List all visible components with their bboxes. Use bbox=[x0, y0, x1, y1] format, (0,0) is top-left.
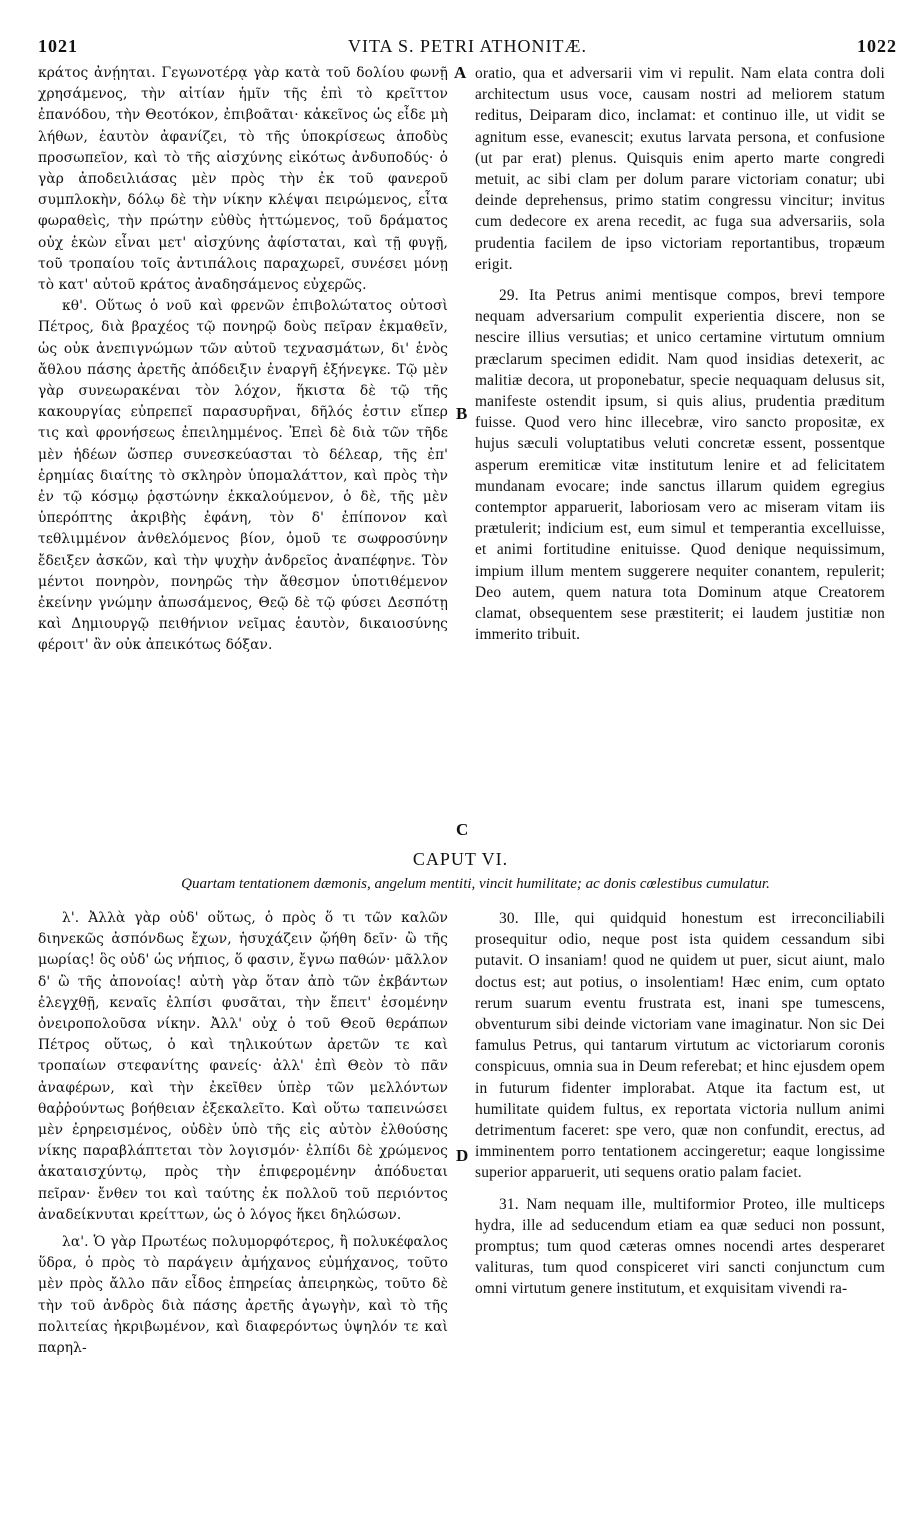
running-header bbox=[38, 36, 897, 58]
greek-paragraph: κθ'. Οὕτως ὁ νοῦ καὶ φρενῶν ἐπιβολώτατος οὑτοσὶ Πέτρος, διὰ βραχέος τῷ πονηρῷ δοὺς πεῖραν ἐκμαθεῖν, ὡς οὐκ ἀνεπιγνώμων τῶν αὐτοῦ τεχνασμάτων, δι' ἑνὸς ἄθλου πάσης ἀρετῆς ἀπόδειξιν ἐναργῆ ἐξήνεγκε. Τῷ μὲν γὰρ συνεωρακέναι τὸν λόχον, ἥκιστα δὲ τῷ τῆς κακουργίας εὐπρεπεῖ παρασυρῆναι, δῆλός ἐστιν εἴπερ τις καὶ φρονήσεως ἐπειλημμένος. Ἐπεὶ δὲ διὰ τῶν τῆδε μὲν ἡδέων ὥσπερ συνεσκεύασται τὸ δέλεαρ, τῆς ἐπ' ἐρημίας διαίτης τὸ σκληρὸν ὑπομαλάττον, καὶ πρὸς τὴν ἐν τῷ κόσμῳ ῥᾳστώνην ἐκκαλούμενον, ὁ δὲ, τῆς μὲν ὑπερόπτης ἀκριβὴς ἐφάνη, τὸν δ' ἐπίπονον καὶ τεθλιμμένον ἀνθελόμενος βίον, ὁμοῦ τε σωφροσύνην ἔδειξεν ἀσκῶν, καὶ τὴν ψυχὴν ἀνδρεῖος ἀναπέφηνε. Τὸν μέντοι πονηρὸν, πονηρῶς τὴν ἄθεσμον ὑποτιθέμενον ἐκείνην γνώμην ἀπωσάμενος, Θεῷ δὲ τῷ φύσει Δεσπότῃ καὶ Δημιουργῷ πειθήνιον νεῖμας ἑαυτὸν, δικαιοσύνης φέροιτ' ἂν οὐκ ἀπεικότως δόξαν. bbox=[38, 298, 448, 654]
margin-marker-b: B bbox=[456, 404, 468, 423]
latin-column-bottom bbox=[475, 908, 885, 1300]
margin-marker-d: D bbox=[456, 1146, 469, 1165]
page-number-right: 1022 bbox=[857, 36, 897, 56]
chapter-title: CAPUT VI. bbox=[412, 849, 509, 869]
greek-paragraph: κράτος ἀνῄηται. Γεγωνοτέρᾳ γὰρ κατὰ τοῦ δολίου φωνῇ χρησάμενος, τὴν αἰτίαν ἡμῖν τῆς ἐπὶ τὸ κρεῖττον ἐπανόδου, τὴν Θεοτόκον, ἐπιβοᾶται· κἀκεῖνος ὡς εἶδε μὴ λήθων, ἑαυτὸν ἀφανίζει, τὸ τῆς ὑποκρίσεως ἀποδὺς προσωπεῖον, καὶ τὸ τῆς αἰσχύνης εἰκότως ἀνδυποδύς· ὁ γὰρ ἀποδειλιάσας μὲν πρὸς τὴν ἐκ τοῦ φανεροῦ συμπλοκὴν, δόλῳ δὲ τὴν νίκην κλέψαι πειρώμενος, εἶτα φωραθεὶς, τὴν πρώτην εὐθὺς ἡττώμενος, τοῦ δράματος οὐχ ἑκὼν εἶναι μετ' αἰσχύνης ἀφίσταται, καὶ τῇ φυγῇ, τοῦ τροπαίου τοῖς ἀντιπάλοις παραχωρεῖ, συνέσει μόνῃ τὸ κατ' αὐτοῦ κράτος ἀναδησάμενος εὐχερῶς. bbox=[38, 65, 448, 294]
latin-paragraph: oratio, qua et adversarii vim vi repulit. Nam elata contra doli architectum usus voce, causam nostri ad meliorem statum reditus, Deiparam dico, inclamat: et continuo ille, ut vidit se agnitum esse, evanescit; exutus larvata persona, et confusione (ut par erat) plenus. Quisquis enim aperto marte congredi metuit, ac sibi clam per dolum parare victoriam conatur; ubi deinde deprehensus, primo statim congressu vincitur; invitus cum dedecore ex arena recedit, ac fuga sua adversariis, sola prudentia facilem de ipso victoriam reportantibus, tropæum erigit. bbox=[475, 65, 885, 273]
margin-marker-a: A bbox=[454, 63, 467, 82]
margin-marker-c: C bbox=[456, 820, 469, 839]
latin-paragraph: 30. Ille, qui quidquid honestum est irreconciliabili prosequitur odio, neque post ista quidem cessandum sibi putavit. O insaniam! quod ne quidem ut puer, sicut aiunt, malo doctus est; aut potius, o insolentiam! Hæc enim, cum optato rerum suarum eventu frustrata est, inani spe tumescens, obventurum sibi deinde victoriam vane imaginatur. Non sic Dei famulus Petrus, qui tantarum virtutum ac victoriarum coronis conspicuus, omnia sua in Deum referebat; et hinc ejusdem opem in futurum fidenter implorabat. Atque ita factum est, ut humilitate quidem fultus, ex reportata victoria nullum animi detrimentum faceret: spe vero, quæ non confundit, erectus, ad imminentem porro tentationem accingeretur; eaque longissime superior apparuerit, uti sequens oratio palam faciet. bbox=[475, 910, 885, 1182]
greek-paragraph: λα'. Ὁ γὰρ Πρωτέως πολυμορφότερος, ἢ πολυκέφαλος ὕδρα, ὁ πρὸς τὸ παράγειν ἀμήχανος εὐμήχανος, τοῦτο μὲν πρὸς ἄλλο πᾶν εἶδος ἐπηρείας ἀπειρηκὼς, τοῦτο δὲ τὴν τοῦ ἀνδρὸς διὰ πάσης ἀρετῆς ἀγωγὴν, καὶ τὸ τῆς πολιτείας ἠκριβωμένον, καὶ διαφερόντως ὑψηλόν τε καὶ παρηλ- bbox=[38, 1234, 448, 1357]
running-title: VITA S. PETRI ATHONITÆ. bbox=[347, 36, 588, 56]
greek-column-bottom bbox=[38, 908, 448, 1359]
greek-paragraph: λ'. Ἀλλὰ γὰρ οὐδ' οὕτως, ὁ πρὸς ὅ τι τῶν καλῶν διηνεκῶς ἀσπόνδως ἔχων, ἡσυχάζειν ᾤήθη δεῖν· ὢ τῆς μωρίας! ὃς οὐδ' ὡς νήπιος, ὅ φασιν, ἔγνω παθών· μᾶλλον δ' ὢ τῆς ἀπονοίας! αὐτὴ γὰρ ὅταν ἀπὸ τῶν ἐκβάντων ἐλεγχθῇ, κεναῖς ἐλπίσι φυσᾶται, τὴν ἔπειτ' ἐσομένην ὀνειροπολοῦσα νίκην. Ἀλλ' οὐχ ὁ τοῦ Θεοῦ θεράπων Πέτρος οὕτως, ὁ καὶ τηλικούτων ἀρετῶν τε καὶ τροπαίων στεφανίτης φανείς· ἀλλ' ἐπὶ Θεὸν τὸ πᾶν ἀναφέρων, καὶ τὴν ἐκεῖθεν ὑπὲρ τῶν μελλόντων θαῤῥούντως βοήθειαν ἐξεκαλεῖτο. Καὶ οὕτω ταπεινώσει μὲν ἐρηρεισμένος, οὐδὲν ὑπὸ τῆς εἰς αὐτὸν ἐλθούσης νίκης παραβλάπτεται τὸν λογισμόν· ἐλπίδι δὲ χρώμενος ἀκαταισχύντῳ, πρὸς τὴν ἐπιφερομένην ἀπόδυεται πεῖραν· ἔνθεν τοι καὶ ταύτης ἐκ πολλοῦ τοῦ περιόντος ἀναδείκνυται κρείττων, ὡς ὁ λόγος ἥκει δηλώσων. bbox=[38, 910, 448, 1223]
greek-column-top bbox=[38, 63, 448, 657]
page-number-left: 1021 bbox=[38, 36, 78, 56]
chapter-summary: Quartam tentationem dæmonis, angelum mentiti, vincit humilitate; ac donis cœlestibus cumulatur. bbox=[181, 876, 770, 892]
latin-column-top bbox=[475, 63, 885, 645]
latin-paragraph: 29. Ita Petrus animi mentisque compos, brevi tempore nequam adversarium compulit experientia discere, non se nescire illius versutias; et unico certamine virtutum omnium præclarum specimen edidit. Nam quod insidias detexerit, ac malitiæ decora, ut proponebatur, specie nequaquam delusus sit, manifeste ostendit ipsum, si quis alius, prudentia præditum fuisse. Quod vero hinc illecebræ, viro sancto propositæ, ex hujus sæculi voluptatibus veluti concretæ essent, possentque asperum eremiticæ vitæ institutum lenire et ad felicitatem mundanam evocare; inde sanctus illarum quidem egregius contemptor apparuerit, laboriosam vero ac miseram vitam iis prætulerit; indicium est, eum simul et temperantia excelluisse, et animi fortitudine enituisse. Quod denique nequissimum, impium illum mentem suggerere nequiter conantem, repulerit; Deo autem, quem natura tota Dominum atque Creatorem clamat, obsequentem sese præstiterit; ei laudem justitiæ non immerito tribuit. bbox=[475, 287, 885, 644]
latin-paragraph: 31. Nam nequam ille, multiformior Proteo, ille multiceps hydra, ille ad seducendum etiam ea quæ seduci non possunt, promptus; tum quod cæteras omnes nocendi artes desperaret valituras, tum quod conspiceret viri sancti conjunctum cum omni virtutum genere institutum, et exquisitam vivendi ra- bbox=[475, 1195, 885, 1298]
